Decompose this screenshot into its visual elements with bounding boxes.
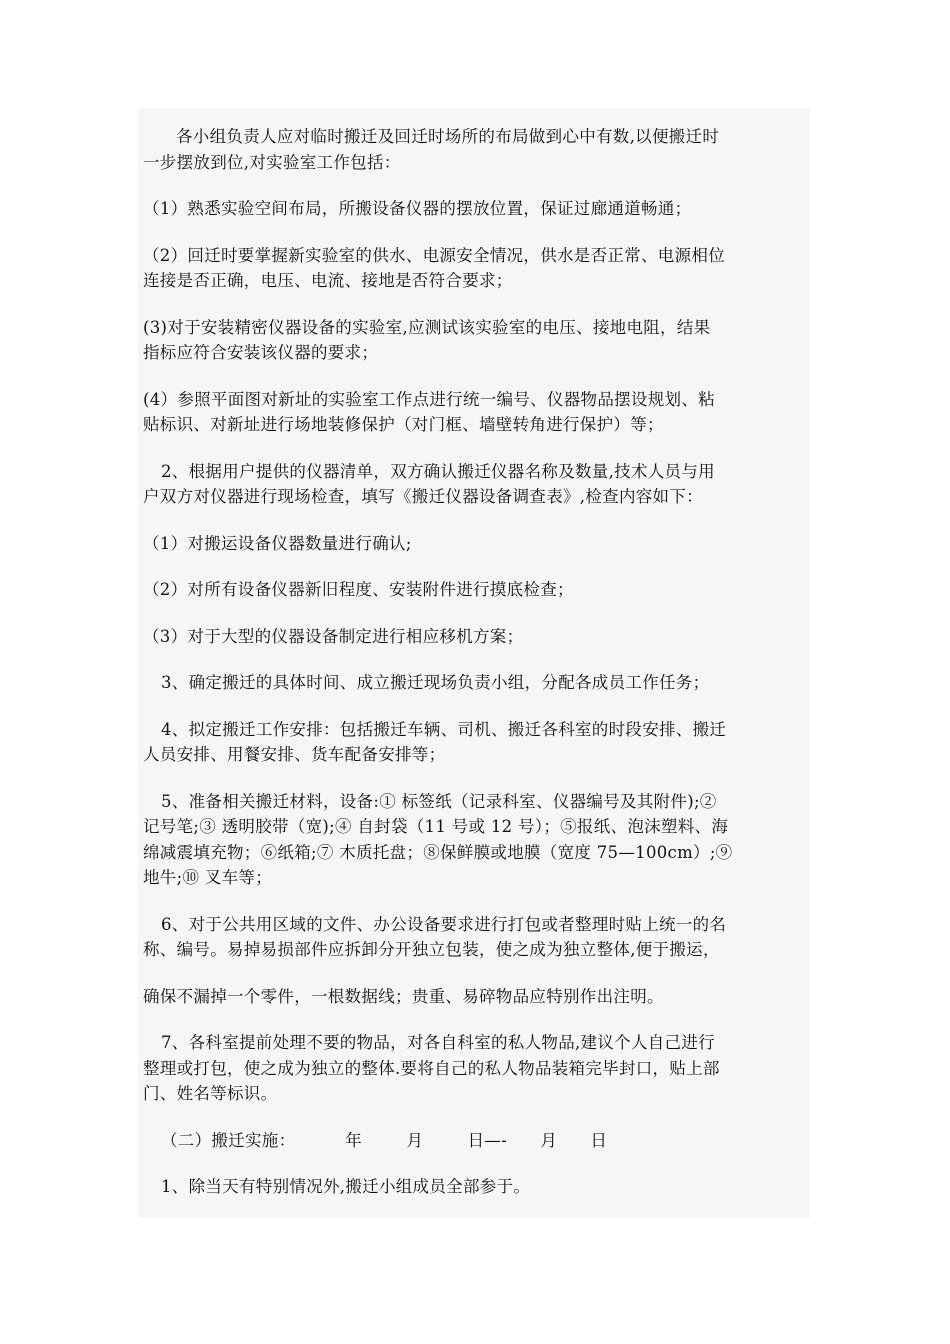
text-line: （2）对所有设备仪器新旧程度、安装附件进行摸底检查； [143, 580, 574, 599]
text-line: 人员安排、用餐安排、货车配备安排等； [143, 745, 446, 764]
text-line: 门、姓名等标识。 [143, 1084, 278, 1103]
text-line: 记号笔;③ 透明胶带（宽);④ 自封袋（11 号或 12 号）；⑤报纸、泡沫塑料、海 [143, 817, 729, 836]
text-line: 7、各科室提前处理不要的物品，对各自科室的私人物品,建议个人自己进行 [161, 1033, 715, 1052]
paragraph-item-2-2 [143, 577, 805, 603]
text-line: （1）对搬运设备仪器数量进行确认; [143, 533, 412, 553]
paragraph-item-2 [143, 459, 805, 510]
text-line: （二）搬迁实施： 年 月 日—- 月 日 [161, 1130, 608, 1150]
paragraph-item-4 [143, 717, 805, 768]
text-line: （2）回迁时要掌握新实验室的供水、电源安全情况，供水是否正常、电源相位 [143, 245, 725, 265]
text-line: 6、对于公共用区域的文件、办公设备要求进行打包或者整理时贴上统一的名 [161, 914, 727, 934]
paragraph-item-1-1 [143, 196, 805, 222]
text-line: （3）对于大型的仪器设备制定进行相应移机方案； [143, 626, 524, 646]
text-line: 称、编号。易掉易损部件应拆卸分开独立包装，使之成为独立整体,便于搬运， [143, 940, 720, 959]
paragraph-item-6 [143, 912, 805, 963]
text-line: 2、根据用户提供的仪器清单，双方确认搬迁仪器名称及数量,技术人员与用 [161, 461, 715, 481]
paragraph-item-2-3 [143, 624, 805, 650]
text-line: 整理或打包，使之成为独立的整体.要将自己的私人物品装箱完毕封口，贴上部 [143, 1058, 720, 1078]
text-line: 贴标识、对新址进行场地装修保护（对门框、墙壁转角进行保护）等； [143, 415, 664, 434]
text-line: 指标应符合安装该仪器的要求； [143, 343, 379, 362]
paragraph-implementation-1 [143, 1174, 805, 1200]
text-line: 绵减震填充物；⑥纸箱;⑦ 木质托盘；⑧保鲜膜或地膜（宽度 75—100cm）;⑨ [143, 842, 733, 862]
paragraph-item-5 [143, 789, 805, 891]
text-line: 5、准备相关搬迁材料，设备:① 标签纸（记录科室、仪器编号及其附件);② [161, 791, 717, 811]
section-heading-implementation [143, 1128, 805, 1154]
text-line: 户双方对仪器进行现场检查，填写《搬迁仪器设备调查表》,检查内容如下： [143, 487, 703, 506]
paragraph-item-2-1 [143, 531, 805, 557]
paragraph-intro [143, 124, 805, 175]
text-line: 各小组负责人应对临时搬迁及回迁时场所的布局做到心中有数,以便搬迁时 [176, 127, 720, 146]
text-line: 地牛;⑩ 叉车等； [143, 868, 273, 887]
paragraph-item-1-2 [143, 243, 805, 294]
text-line: 一步摆放到位,对实验室工作包括： [143, 152, 401, 172]
text-line: 确保不漏掉一个零件，一根数据线；贵重、易碎物品应特别作出注明。 [143, 986, 664, 1006]
paragraph-item-6-continued [143, 984, 805, 1010]
paragraph-item-1-3 [143, 315, 805, 366]
paragraph-item-7 [143, 1030, 805, 1107]
document-body [143, 124, 805, 1221]
paragraph-item-1-4 [143, 387, 805, 438]
text-line: (3)对于安装精密仪器设备的实验室,应测试该实验室的电压、接地电阻，结果 [143, 317, 711, 337]
text-line: 3、确定搬迁的具体时间、成立搬迁现场负责小组，分配各成员工作任务； [161, 673, 710, 692]
paragraph-item-3 [143, 670, 805, 696]
text-line: 1、除当天有特别情况外,搬迁小组成员全部参于。 [161, 1177, 531, 1196]
text-line: 4、拟定搬迁工作安排：包括搬迁车辆、司机、搬迁各科室的时段安排、搬迁 [161, 719, 727, 739]
text-line: （1）熟悉实验空间布局，所搬设备仪器的摆放位置，保证过廊通道畅通； [143, 199, 692, 218]
text-line: 连接是否正确，电压、电流、接地是否符合要求； [143, 271, 513, 290]
text-line: (4）参照平面图对新址的实验室工作点进行统一编号、仪器物品摆设规划、粘 [143, 389, 715, 409]
